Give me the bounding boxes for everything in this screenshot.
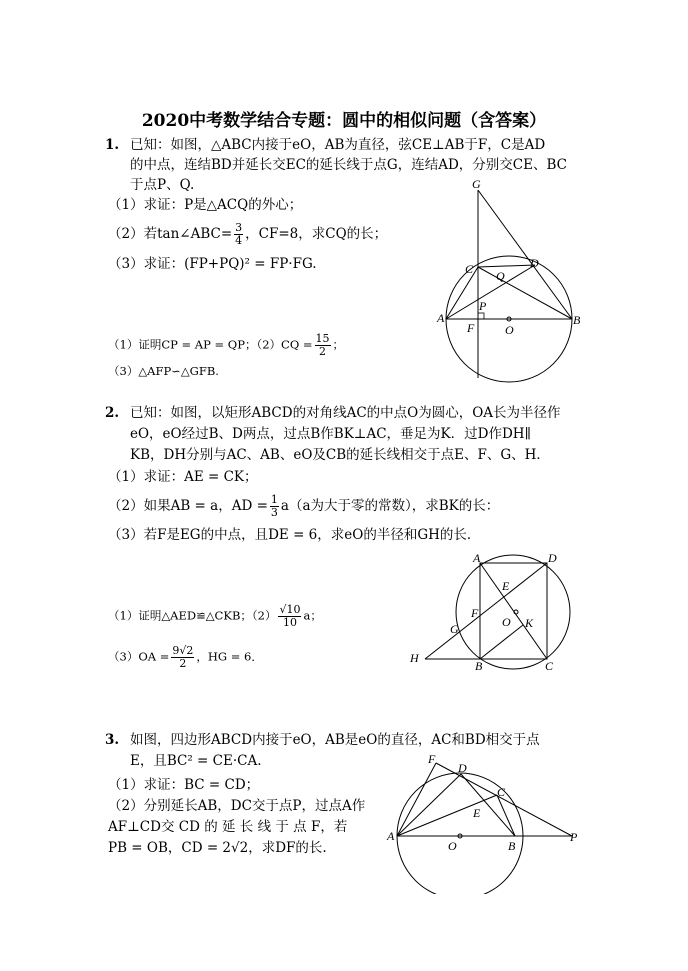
fraction-numerator: 9√2 xyxy=(172,644,194,657)
answer xyxy=(108,645,263,670)
question xyxy=(108,494,499,519)
label-d: D xyxy=(458,761,467,775)
label-c: C xyxy=(497,785,506,799)
question: （2）分别延长AB，DC交于点P，过点A作 xyxy=(108,798,366,814)
answer-text: a； xyxy=(303,608,322,623)
label-p: P xyxy=(570,830,578,844)
label-f: F xyxy=(471,606,479,620)
fraction-numerator: 1 xyxy=(270,493,278,506)
segment-cd xyxy=(478,265,535,267)
fraction-numerator: 3 xyxy=(235,221,243,234)
segment-ad xyxy=(446,265,535,319)
segment-gb xyxy=(478,190,572,319)
answer-text: （1）证明CP = AP = QP；（2）CQ = xyxy=(108,337,313,352)
label-g: G xyxy=(472,177,481,191)
label-o: O xyxy=(505,323,514,337)
question-text: （2）如果AB = a，AD = xyxy=(108,498,268,514)
stem-line: 已知：如图，以矩形ABCD的对角线AC的中点O为圆心，OA长为半径作 xyxy=(130,405,561,421)
question-text: （2）若tan∠ABC= xyxy=(108,226,233,242)
question: PB = OB，CD = 2√2，求DF的长. xyxy=(108,840,327,856)
figure-1 xyxy=(428,170,596,385)
fraction-denominator: 3 xyxy=(270,506,278,519)
question-text: ，CF=8，求CQ的长； xyxy=(245,226,388,242)
label-p: P xyxy=(479,299,487,313)
question-text: a（a为大于零的常数），求BK的长： xyxy=(280,498,500,514)
question xyxy=(108,222,387,247)
question: （3）若F是EG的中点，且DE = 6，求eO的半径和GH的长． xyxy=(108,527,481,543)
page-title: 2020中考数学结合专题：圆中的相似问题（含答案） xyxy=(141,111,547,131)
answer xyxy=(108,333,344,358)
segment-db xyxy=(461,774,515,836)
fraction-numerator: √10 xyxy=(279,603,301,616)
answer: （3）△AFP∽△GFB. xyxy=(108,364,219,378)
answer-text: ； xyxy=(332,337,345,352)
label-q: Q xyxy=(496,269,505,283)
stem-line: 的中点，连结BD并延长交EC的延长线于点G，连结AD，分别交CE、BC xyxy=(130,157,567,173)
label-h: H xyxy=(410,651,419,665)
problem-number: 2. xyxy=(105,405,120,421)
segment-ad xyxy=(397,774,461,836)
stem-line: E，且BC² = CE·CA. xyxy=(130,753,262,769)
label-o: O xyxy=(448,839,457,853)
fraction-numerator: 15 xyxy=(315,332,330,345)
segment-ac xyxy=(446,267,478,319)
label-a: A xyxy=(473,551,481,565)
figure-3 xyxy=(380,752,585,894)
question: （1）求证：P是△ACQ的外心； xyxy=(108,197,303,213)
fraction xyxy=(234,222,243,247)
label-a: A xyxy=(437,311,445,325)
answer-text: （3）OA = xyxy=(108,649,170,664)
segment-cb xyxy=(478,267,572,319)
label-e: E xyxy=(502,579,510,593)
segment-hd xyxy=(425,563,547,659)
right-angle-mark xyxy=(478,313,484,319)
stem-line: 已知：如图，△ABC内接于eO，AB为直径，弦CE⊥AB于F，C是AD xyxy=(130,137,546,153)
fraction-denominator: 10 xyxy=(282,616,297,629)
label-c: C xyxy=(545,659,554,673)
label-d: D xyxy=(548,551,557,565)
segment-af xyxy=(397,763,436,836)
fraction-denominator: 2 xyxy=(179,657,187,670)
fraction xyxy=(315,333,331,358)
stem-line: eO，eO经过B、D两点，过点B作BK⊥AC，垂足为K．过D作DH∥ xyxy=(130,426,531,442)
answer xyxy=(108,604,322,629)
question: （3）求证：(FP+PQ)² = FP·FG. xyxy=(108,256,317,272)
fraction xyxy=(278,604,301,629)
fraction-denominator: 4 xyxy=(235,234,243,247)
question: AF⊥CD交 CD 的 延 长 线 于 点 F，若 xyxy=(108,819,348,835)
stem-line: 如图，四边形ABCD内接于eO，AB是eO的直径，AC和BD相交于点 xyxy=(130,732,540,748)
segment-ac xyxy=(397,795,497,836)
problem-number: 3. xyxy=(105,732,120,748)
label-d: D xyxy=(530,256,539,270)
label-b: B xyxy=(475,659,483,673)
segment-fp xyxy=(436,763,572,836)
fraction xyxy=(171,645,194,670)
fraction xyxy=(270,494,279,519)
answer-text: （1）证明△AED≌△CKB；（2） xyxy=(108,608,277,623)
label-c: C xyxy=(465,262,474,276)
label-b: B xyxy=(508,839,516,853)
fraction-denominator: 2 xyxy=(319,345,327,358)
segment-bk xyxy=(480,625,523,659)
answer-text: ，HG = 6． xyxy=(196,649,263,664)
label-o: O xyxy=(502,615,511,629)
label-f: F xyxy=(467,321,475,335)
figure-2 xyxy=(405,550,590,675)
problem-number: 1. xyxy=(105,137,120,153)
stem-line: KB，DH分别与AC、AB、eO及CB的延长线相交于点E、F、G、H． xyxy=(130,447,550,463)
label-b: B xyxy=(573,313,581,327)
diagonal-ac xyxy=(480,563,547,659)
question: （1）求证：AE = CK； xyxy=(108,469,258,485)
stem-line: 于点P、Q. xyxy=(130,177,195,193)
question: （1）求证：BC = CD； xyxy=(108,777,260,793)
label-k: K xyxy=(525,616,534,630)
label-g: G xyxy=(450,622,459,636)
label-e: E xyxy=(473,806,481,820)
label-f: F xyxy=(428,752,436,766)
label-a: A xyxy=(387,829,395,843)
